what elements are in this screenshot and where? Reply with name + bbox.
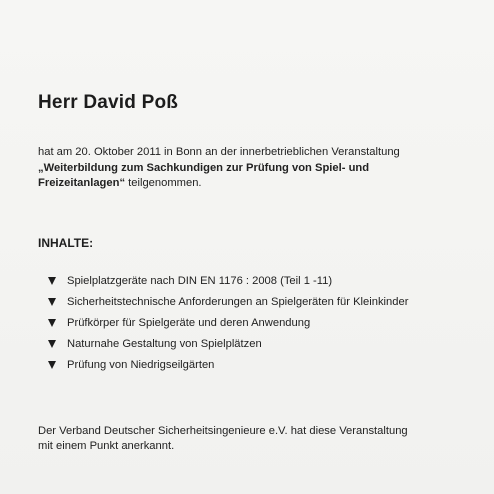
recipient-name: Herr David Poß	[38, 92, 179, 113]
intro-paragraph	[38, 145, 468, 192]
list-item	[48, 291, 408, 312]
list-item-text: Spielplatzgeräte nach DIN EN 1176 : 2008 (Teil 1 -11)	[67, 274, 333, 287]
triangle-bullet-icon	[48, 298, 56, 306]
list-item-text: Prüfkörper für Spielgeräte und deren Anwendung	[67, 316, 311, 329]
footer-line2: mit einem Punkt anerkannt.	[38, 440, 175, 452]
intro-line: hat am 20. Oktober 2011 in Bonn an der innerbetrieblichen Veranstaltung	[38, 146, 400, 158]
list-item-text: Sicherheitstechnische Anforderungen an Spielgeräten für Kleinkinder	[67, 295, 409, 308]
contents-list	[48, 270, 408, 375]
list-item	[48, 333, 408, 354]
triangle-bullet-icon	[48, 361, 56, 369]
list-item	[48, 270, 408, 291]
list-item-text: Naturnahe Gestaltung von Spielplätzen	[67, 337, 262, 350]
list-item-text: Prüfung von Niedrigseilgärten	[67, 358, 215, 371]
footer-paragraph	[38, 424, 468, 454]
event-title-line1: „Weiterbildung zum Sachkundigen zur Prüfung von Spiel- und	[38, 161, 370, 174]
intro-suffix: teilgenommen.	[125, 177, 202, 189]
list-item	[48, 354, 408, 375]
footer-line1: Der Verband Deutscher Sicherheitsingenieure e.V. hat diese Veranstaltung	[38, 425, 408, 437]
triangle-bullet-icon	[48, 319, 56, 327]
triangle-bullet-icon	[48, 277, 56, 285]
list-item	[48, 312, 408, 333]
event-title-line2: Freizeitanlagen“	[38, 177, 126, 189]
contents-heading: INHALTE:	[38, 236, 94, 250]
triangle-bullet-icon	[48, 340, 56, 348]
